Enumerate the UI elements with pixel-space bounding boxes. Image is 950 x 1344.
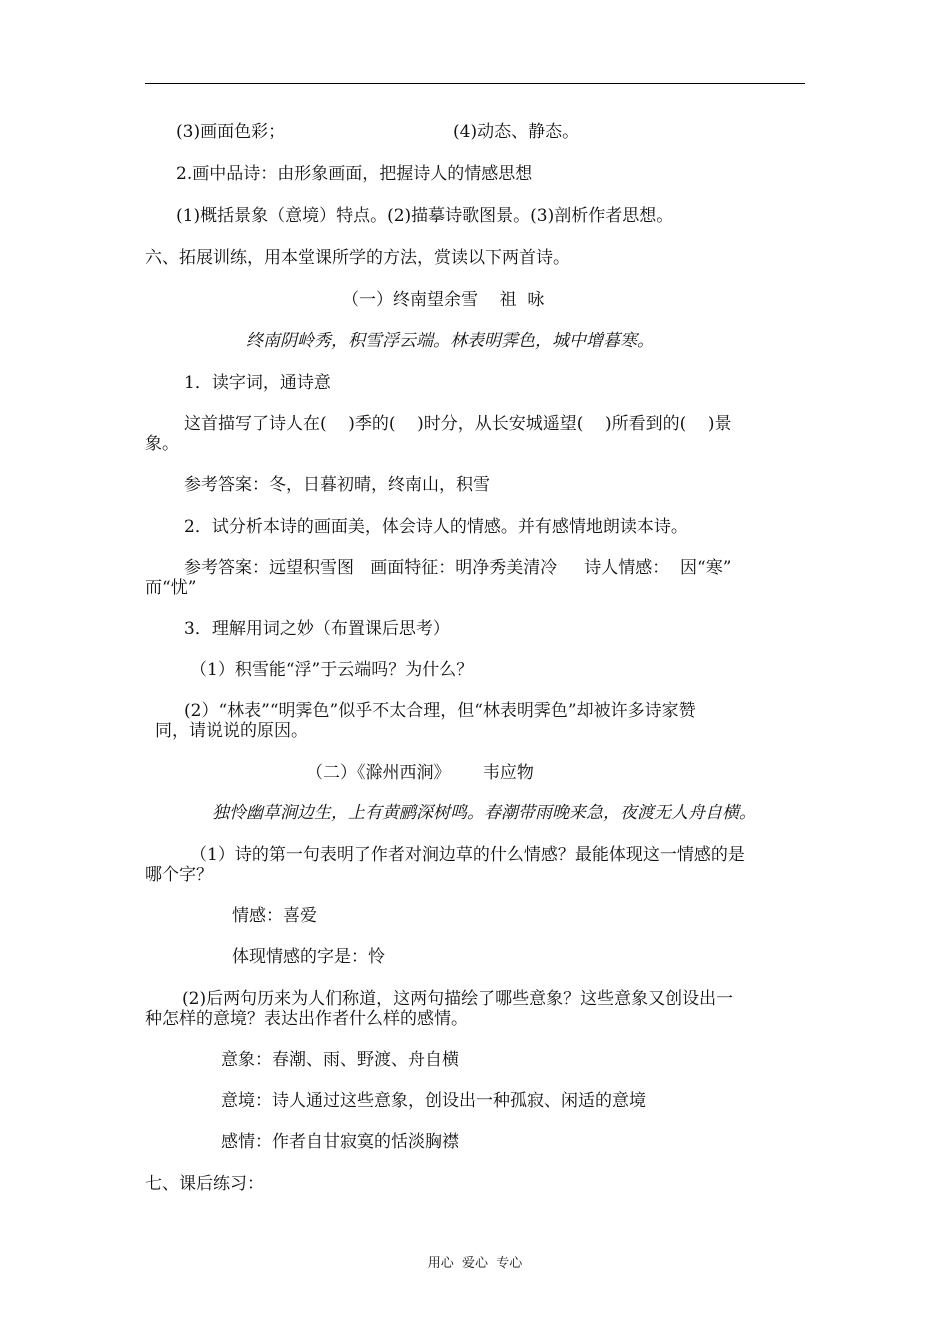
line-19: 体现情感的字是：怜 xyxy=(232,947,385,967)
line-13: （1）积雪能“浮”于云端吗？为什么？ xyxy=(190,660,474,680)
section-heading-7: 七、课后练习： xyxy=(145,1174,264,1194)
line-11b: 而“忧” xyxy=(145,578,197,598)
line-14b: 同，请说说的原因。 xyxy=(155,721,308,741)
page-footer: 用心 爱心 专心 xyxy=(427,1256,523,1271)
line-10: 2．试分析本诗的画面美，体会诗人的情感。并有感情地朗读本诗。 xyxy=(184,517,688,537)
line-20a: (2)后两句历来为人们称道，这两句描绘了哪些意象？这些意象又创设出一 xyxy=(182,989,734,1009)
line-22: 意境：诗人通过这些意象，创设出一种孤寂、闲适的意境 xyxy=(221,1091,646,1111)
line-12: 3．理解用词之妙（布置课后思考） xyxy=(184,619,450,639)
line-7: 1．读字词，通诗意 xyxy=(184,373,331,393)
line-2: 2.画中品诗：由形象画面，把握诗人的情感思想 xyxy=(176,164,533,184)
line-3: (1)概括景象（意境）特点。(2)描摹诗歌图景。(3)剖析作者思想。 xyxy=(176,206,674,226)
line-20b: 种怎样的意境？表达出作者什么样的感情。 xyxy=(145,1009,468,1029)
header-rule xyxy=(145,83,805,84)
line-18: 情感：喜爱 xyxy=(232,906,317,926)
line-23: 感情：作者自甘寂寞的恬淡胸襟 xyxy=(221,1132,459,1152)
line-14a: (2）“林表”“明霁色”似乎不太合理，但“林表明霁色”却被许多诗家赞 xyxy=(184,701,696,721)
line-17b: 哪个字？ xyxy=(145,865,213,885)
line-8a: 这首描写了诗人在( )季的( )时分，从长安城遥望( )所看到的( )景 xyxy=(184,414,732,434)
poem-2-title: （二）《滁州西涧》 韦应物 xyxy=(306,763,534,783)
line-1b: (4)动态、静态。 xyxy=(453,122,580,142)
line-11a: 参考答案：远望积雪图 画面特征：明净秀美清冷 诗人情感： 因“寒” xyxy=(184,558,732,578)
poem-2-text: 独怜幽草涧边生，上有黄鹂深树鸣。春潮带雨晚来急，夜渡无人舟自横。 xyxy=(212,803,756,823)
line-21: 意象：春潮、雨、野渡、舟自横 xyxy=(221,1050,459,1070)
poem-1-title: （一）终南望余雪 祖 咏 xyxy=(342,290,545,310)
poem-1-text: 终南阴岭秀，积雪浮云端。林表明霁色，城中增暮寒。 xyxy=(246,331,654,351)
section-heading-6: 六、拓展训练，用本堂课所学的方法，赏读以下两首诗。 xyxy=(145,248,570,268)
line-8b: 象。 xyxy=(145,434,179,454)
line-17a: （1）诗的第一句表明了作者对涧边草的什么情感？最能体现这一情感的是 xyxy=(190,845,745,865)
line-1a: (3)画面色彩； xyxy=(176,122,286,142)
line-9: 参考答案：冬，日暮初晴，终南山，积雪 xyxy=(184,475,490,495)
